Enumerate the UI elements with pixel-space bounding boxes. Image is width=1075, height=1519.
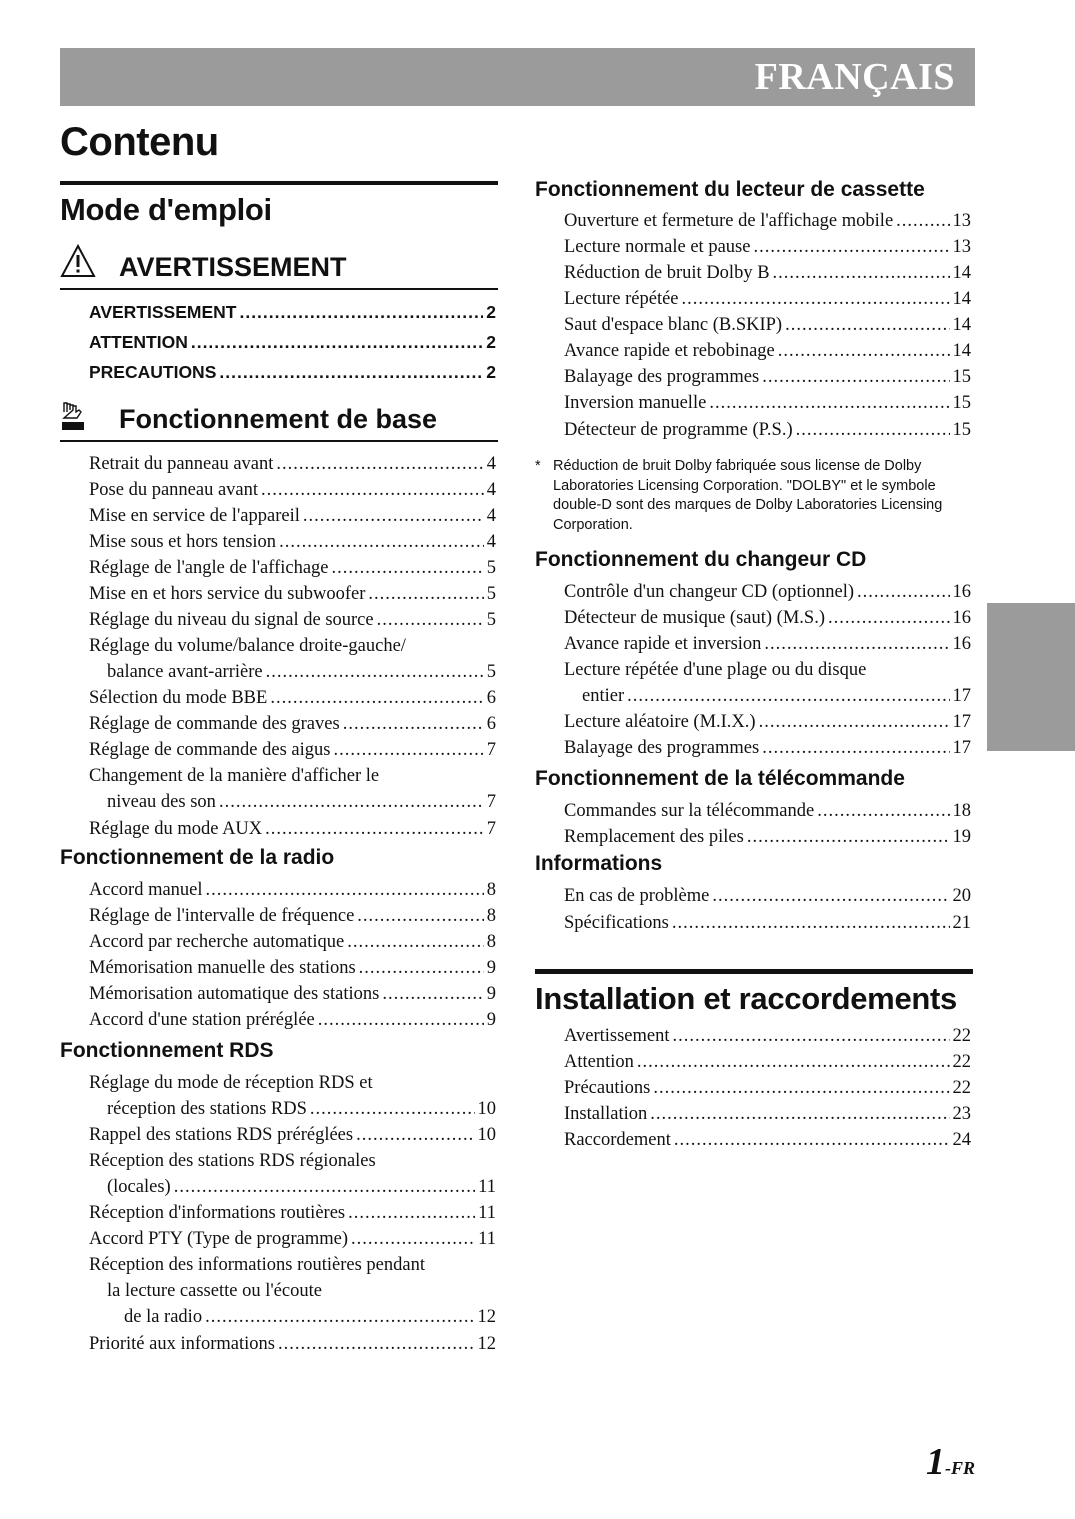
- toc-entry[interactable]: [89, 815, 496, 843]
- leader-dots: [174, 1174, 475, 1200]
- toc-page: 13: [952, 237, 971, 257]
- basic-rule: [60, 440, 498, 442]
- toc-entry[interactable]: [89, 929, 496, 955]
- toc-page: 14: [952, 315, 971, 335]
- leader-dots: [709, 390, 949, 416]
- toc-label: Priorité aux informations: [89, 1334, 275, 1354]
- leader-dots: [382, 981, 483, 1007]
- leader-dots: [333, 737, 483, 763]
- toc-page: 9: [486, 958, 496, 978]
- toc-page: 8: [486, 932, 496, 952]
- toc-label: Détecteur de programme (P.S.): [564, 420, 793, 440]
- toc-page: 6: [486, 688, 496, 708]
- section-title-mode-emploi: Mode d'emploi: [60, 192, 272, 227]
- toc-page: 14: [952, 263, 971, 283]
- toc-label: Balayage des programmes: [564, 367, 760, 387]
- toc-label: Commandes sur la télécommande: [564, 801, 815, 821]
- toc-entry[interactable]: [89, 1122, 496, 1148]
- remote-heading: Fonctionnement de la télécommande: [535, 767, 905, 790]
- toc-label: de la radio: [124, 1307, 203, 1327]
- toc-entry[interactable]: [564, 364, 971, 390]
- toc-entry[interactable]: [564, 1023, 971, 1049]
- language-label: FRANÇAIS: [754, 56, 955, 98]
- leader-dots: [356, 1122, 474, 1148]
- leader-dots: [191, 327, 483, 357]
- toc-page: 11: [478, 1229, 496, 1249]
- install-rule: [535, 969, 973, 974]
- toc-label: Pose du panneau avant: [89, 480, 259, 500]
- toc-entry[interactable]: [89, 737, 496, 763]
- leader-dots: [205, 1304, 474, 1330]
- toc-label: Réduction de bruit Dolby B: [564, 263, 770, 283]
- leader-dots: [828, 605, 950, 631]
- toc-page: 17: [952, 738, 971, 758]
- toc-page: 17: [952, 686, 971, 706]
- toc-entry[interactable]: [564, 286, 971, 312]
- toc-entry[interactable]: [564, 390, 971, 416]
- toc-page: 16: [952, 608, 971, 628]
- toc-page: 22: [952, 1052, 971, 1072]
- radio-toc: [89, 877, 496, 1033]
- toc-page: 2: [486, 362, 496, 382]
- leader-dots: [796, 416, 950, 444]
- toc-entry[interactable]: [564, 1101, 971, 1127]
- leader-dots: [219, 789, 484, 815]
- toc-entry[interactable]: [89, 477, 496, 503]
- info-toc: [564, 883, 971, 937]
- basic-toc: [89, 451, 496, 843]
- toc-entry[interactable]: [89, 903, 496, 929]
- leader-dots: [239, 297, 483, 327]
- language-banner: [60, 48, 975, 106]
- toc-page: 2: [486, 302, 496, 322]
- hand-press-icon: [60, 400, 88, 437]
- leader-dots: [672, 909, 950, 937]
- toc-page: 7: [486, 792, 496, 812]
- warning-toc: [89, 297, 496, 387]
- leader-dots: [764, 631, 949, 657]
- toc-label: Accord PTY (Type de programme): [89, 1229, 348, 1249]
- toc-label: Attention: [564, 1052, 634, 1072]
- toc-page: 12: [477, 1334, 496, 1354]
- leader-dots: [270, 685, 483, 711]
- toc-entry[interactable]: [89, 1007, 496, 1033]
- cd-toc: [564, 579, 971, 761]
- toc-page: 2: [486, 332, 496, 352]
- toc-entry[interactable]: [564, 208, 971, 234]
- toc-entry[interactable]: [564, 883, 971, 909]
- warning-heading: AVERTISSEMENT: [119, 252, 347, 282]
- toc-label: Raccordement: [564, 1130, 671, 1150]
- toc-label: Avance rapide et inversion: [564, 634, 762, 654]
- warning-triangle-icon: [60, 244, 96, 283]
- toc-page: 23: [952, 1104, 971, 1124]
- toc-entry[interactable]: [564, 416, 971, 444]
- toc-entry-first-line[interactable]: Réglage du mode de réception RDS et: [89, 1073, 373, 1093]
- toc-entry[interactable]: [564, 909, 971, 937]
- toc-entry[interactable]: [564, 260, 971, 286]
- toc-page: 16: [952, 634, 971, 654]
- toc-label: Mémorisation automatique des stations: [89, 984, 380, 1004]
- section-rule: [60, 181, 498, 185]
- leader-dots: [674, 1127, 950, 1153]
- toc-entry[interactable]: [89, 1330, 496, 1358]
- toc-label: Accord par recherche automatique: [89, 932, 345, 952]
- toc-page: 4: [486, 532, 496, 552]
- toc-label: Avance rapide et rebobinage: [564, 341, 775, 361]
- leader-dots: [318, 1007, 484, 1033]
- toc-label: Ouverture et fermeture de l'affichage mobile: [564, 211, 894, 231]
- toc-page: 17: [952, 712, 971, 732]
- toc-label: Lecture aléatoire (M.I.X.): [564, 712, 756, 732]
- toc-entry[interactable]: [89, 685, 496, 711]
- leader-dots: [762, 364, 949, 390]
- leader-dots: [627, 683, 949, 709]
- leader-dots: [857, 579, 949, 605]
- toc-label: Réglage du niveau du signal de source: [89, 610, 374, 630]
- toc-entry[interactable]: [89, 789, 496, 815]
- toc-label: Réglage du mode AUX: [89, 819, 263, 839]
- toc-entry[interactable]: [564, 234, 971, 260]
- toc-entry[interactable]: [89, 877, 496, 903]
- leader-dots: [785, 312, 949, 338]
- toc-entry-first-line[interactable]: Réception des informations routières pendant: [89, 1255, 425, 1275]
- leader-dots: [762, 735, 949, 761]
- toc-page: 15: [952, 367, 971, 387]
- leader-dots: [753, 234, 949, 260]
- toc-page: 4: [486, 454, 496, 474]
- toc-label: Lecture répétée: [564, 289, 679, 309]
- toc-label: balance avant-arrière: [107, 662, 263, 682]
- toc-page: 4: [486, 480, 496, 500]
- page-number-suffix: -FR: [944, 1458, 975, 1478]
- toc-label: Réglage de commande des graves: [89, 714, 340, 734]
- basic-heading: Fonctionnement de base: [119, 404, 438, 434]
- toc-label: Lecture normale et pause: [564, 237, 751, 257]
- toc-label: Détecteur de musique (saut) (M.S.): [564, 608, 825, 628]
- toc-page: 14: [952, 289, 971, 309]
- toc-label: Installation: [564, 1104, 648, 1124]
- toc-entry[interactable]: [89, 327, 496, 357]
- radio-heading: Fonctionnement de la radio: [60, 846, 335, 869]
- toc-entry[interactable]: [564, 1049, 971, 1075]
- toc-page: 5: [486, 662, 496, 682]
- toc-label: PRECAUTIONS: [89, 362, 217, 382]
- toc-entry[interactable]: [564, 798, 971, 824]
- rds-heading: Fonctionnement RDS: [60, 1039, 274, 1062]
- toc-entry[interactable]: [89, 607, 496, 633]
- leader-dots: [310, 1096, 475, 1122]
- toc-entry[interactable]: [564, 709, 971, 735]
- leader-dots: [357, 903, 483, 929]
- toc-page: 8: [486, 906, 496, 926]
- toc-page: 14: [952, 341, 971, 361]
- toc-entry[interactable]: [89, 503, 496, 529]
- cassette-toc: [564, 208, 971, 444]
- toc-page: 6: [486, 714, 496, 734]
- leader-dots: [348, 1200, 475, 1226]
- page-title: Contenu: [60, 120, 219, 164]
- toc-label: réception des stations RDS: [107, 1099, 307, 1119]
- toc-label: Balayage des programmes: [564, 738, 760, 758]
- toc-label: (locales): [107, 1177, 171, 1197]
- leader-dots: [343, 711, 484, 737]
- toc-label: Contrôle d'un changeur CD (optionnel): [564, 582, 855, 602]
- toc-label: Inversion manuelle: [564, 393, 707, 413]
- leader-dots: [359, 955, 484, 981]
- toc-label: En cas de problème: [564, 886, 710, 906]
- toc-label: Accord manuel: [89, 880, 203, 900]
- toc-label: Mise en service de l'appareil: [89, 506, 300, 526]
- leader-dots: [896, 208, 949, 234]
- toc-entry[interactable]: [89, 357, 496, 387]
- toc-entry[interactable]: [89, 1200, 496, 1226]
- toc-label: Retrait du panneau avant: [89, 454, 274, 474]
- toc-page: 8: [486, 880, 496, 900]
- toc-page: 5: [486, 610, 496, 630]
- toc-entry[interactable]: [89, 555, 496, 581]
- toc-page: 20: [952, 886, 971, 906]
- install-title: Installation et raccordements: [535, 981, 957, 1016]
- toc-page: 18: [952, 801, 971, 821]
- toc-entry[interactable]: [89, 451, 496, 477]
- toc-entry[interactable]: [89, 955, 496, 981]
- leader-dots: [773, 260, 950, 286]
- page-number-value: 1: [925, 1441, 945, 1483]
- leader-dots: [759, 709, 950, 735]
- toc-label: ATTENTION: [89, 332, 188, 352]
- leader-dots: [206, 877, 484, 903]
- leader-dots: [332, 555, 484, 581]
- leader-dots: [778, 338, 950, 364]
- toc-entry-first-line[interactable]: Lecture répétée d'une plage ou du disque: [564, 660, 867, 680]
- toc-page: 21: [952, 913, 971, 933]
- toc-entry[interactable]: [564, 824, 971, 850]
- leader-dots: [265, 815, 484, 843]
- toc-page: 22: [952, 1078, 971, 1098]
- toc-page: 5: [486, 558, 496, 578]
- toc-entry[interactable]: [564, 683, 971, 709]
- toc-label: Réglage de l'angle de l'affichage: [89, 558, 329, 578]
- toc-label: Remplacement des piles: [564, 827, 744, 847]
- info-heading: Informations: [535, 852, 663, 875]
- toc-entry[interactable]: [564, 312, 971, 338]
- leader-dots: [279, 529, 484, 555]
- leader-dots: [377, 607, 484, 633]
- toc-entry[interactable]: [89, 659, 496, 685]
- toc-label: entier: [582, 686, 625, 706]
- cd-heading: Fonctionnement du changeur CD: [535, 548, 867, 571]
- install-toc: [564, 1023, 971, 1153]
- rds-toc: [89, 1070, 496, 1358]
- toc-label: Précautions: [564, 1078, 651, 1098]
- toc-entry-first-line[interactable]: Changement de la manière d'afficher le: [89, 766, 380, 786]
- toc-entry[interactable]: [564, 735, 971, 761]
- toc-entry[interactable]: [89, 711, 496, 737]
- toc-page: 11: [478, 1177, 496, 1197]
- leader-dots: [650, 1101, 949, 1127]
- toc-entry[interactable]: [564, 579, 971, 605]
- toc-entry[interactable]: [564, 631, 971, 657]
- toc-label: Réglage de l'intervalle de fréquence: [89, 906, 355, 926]
- toc-page: 5: [486, 584, 496, 604]
- toc-label: Mise en et hors service du subwoofer: [89, 584, 366, 604]
- toc-page: 11: [478, 1203, 496, 1223]
- toc-page: 9: [486, 1010, 496, 1030]
- toc-page: 7: [486, 740, 496, 760]
- toc-entry[interactable]: [564, 1075, 971, 1101]
- toc-entry[interactable]: [564, 605, 971, 631]
- leader-dots: [266, 659, 484, 685]
- leader-dots: [219, 357, 483, 387]
- toc-label: Rappel des stations RDS préréglées: [89, 1125, 354, 1145]
- toc-page: 24: [952, 1130, 971, 1150]
- toc-entry[interactable]: [89, 1096, 496, 1122]
- toc-entry-second-line[interactable]: la lecture cassette ou l'écoute: [107, 1281, 322, 1301]
- page-number: [926, 1440, 975, 1484]
- toc-entry[interactable]: [89, 529, 496, 555]
- toc-page: 12: [477, 1307, 496, 1327]
- toc-label: Accord d'une station préréglée: [89, 1010, 315, 1030]
- toc-page: 15: [952, 393, 971, 413]
- toc-page: 19: [952, 827, 971, 847]
- toc-entry-first-line[interactable]: Réglage du volume/balance droite-gauche/: [89, 636, 406, 656]
- leader-dots: [278, 1330, 475, 1358]
- leader-dots: [637, 1049, 950, 1075]
- toc-entry[interactable]: [89, 297, 496, 327]
- leader-dots: [682, 286, 950, 312]
- footnote-text: Réduction de bruit Dolby fabriquée sous license de Dolby Laboratories Licensing Corporation. "DOLBY" et le symbole double-D sont des marques de Dolby Laboratories Licensing Corporation.: [553, 458, 943, 533]
- toc-page: 10: [477, 1125, 496, 1145]
- toc-page: 10: [477, 1099, 496, 1119]
- side-tab-marker: [987, 603, 1075, 751]
- leader-dots: [817, 798, 949, 824]
- leader-dots: [276, 451, 483, 477]
- toc-label: AVERTISSEMENT: [89, 302, 237, 322]
- toc-page: 13: [952, 211, 971, 231]
- toc-entry-first-line[interactable]: Réception des stations RDS régionales: [89, 1151, 376, 1171]
- toc-entry[interactable]: [564, 338, 971, 364]
- toc-label: Mise sous et hors tension: [89, 532, 277, 552]
- leader-dots: [368, 581, 483, 607]
- toc-label: Réglage de commande des aigus: [89, 740, 331, 760]
- toc-page: 15: [952, 420, 971, 440]
- toc-label: Spécifications: [564, 913, 669, 933]
- toc-page: 4: [486, 506, 496, 526]
- toc-label: Saut d'espace blanc (B.SKIP): [564, 315, 783, 335]
- leader-dots: [303, 503, 484, 529]
- toc-entry[interactable]: [564, 1127, 971, 1153]
- toc-label: Sélection du mode BBE: [89, 688, 268, 708]
- leader-dots: [653, 1075, 949, 1101]
- leader-dots: [712, 883, 949, 909]
- leader-dots: [747, 824, 950, 850]
- toc-entry[interactable]: [89, 1226, 496, 1252]
- toc-label: Avertissement: [564, 1026, 670, 1046]
- warning-rule: [60, 288, 498, 290]
- leader-dots: [673, 1023, 950, 1049]
- toc-entry[interactable]: [89, 581, 496, 607]
- leader-dots: [347, 929, 483, 955]
- toc-page: 22: [952, 1026, 971, 1046]
- toc-page: 16: [952, 582, 971, 602]
- remote-toc: [564, 798, 971, 850]
- toc-page: 9: [486, 984, 496, 1004]
- toc-label: Réception d'informations routières: [89, 1203, 346, 1223]
- toc-page: 7: [486, 819, 496, 839]
- toc-label: Mémorisation manuelle des stations: [89, 958, 356, 978]
- leader-dots: [261, 477, 484, 503]
- toc-entry[interactable]: [89, 1304, 496, 1330]
- cassette-heading: Fonctionnement du lecteur de cassette: [535, 178, 925, 201]
- leader-dots: [351, 1226, 475, 1252]
- toc-entry[interactable]: [89, 981, 496, 1007]
- footnote-asterisk: *: [535, 458, 541, 474]
- toc-label: niveau des son: [107, 792, 216, 812]
- toc-entry[interactable]: [89, 1174, 496, 1200]
